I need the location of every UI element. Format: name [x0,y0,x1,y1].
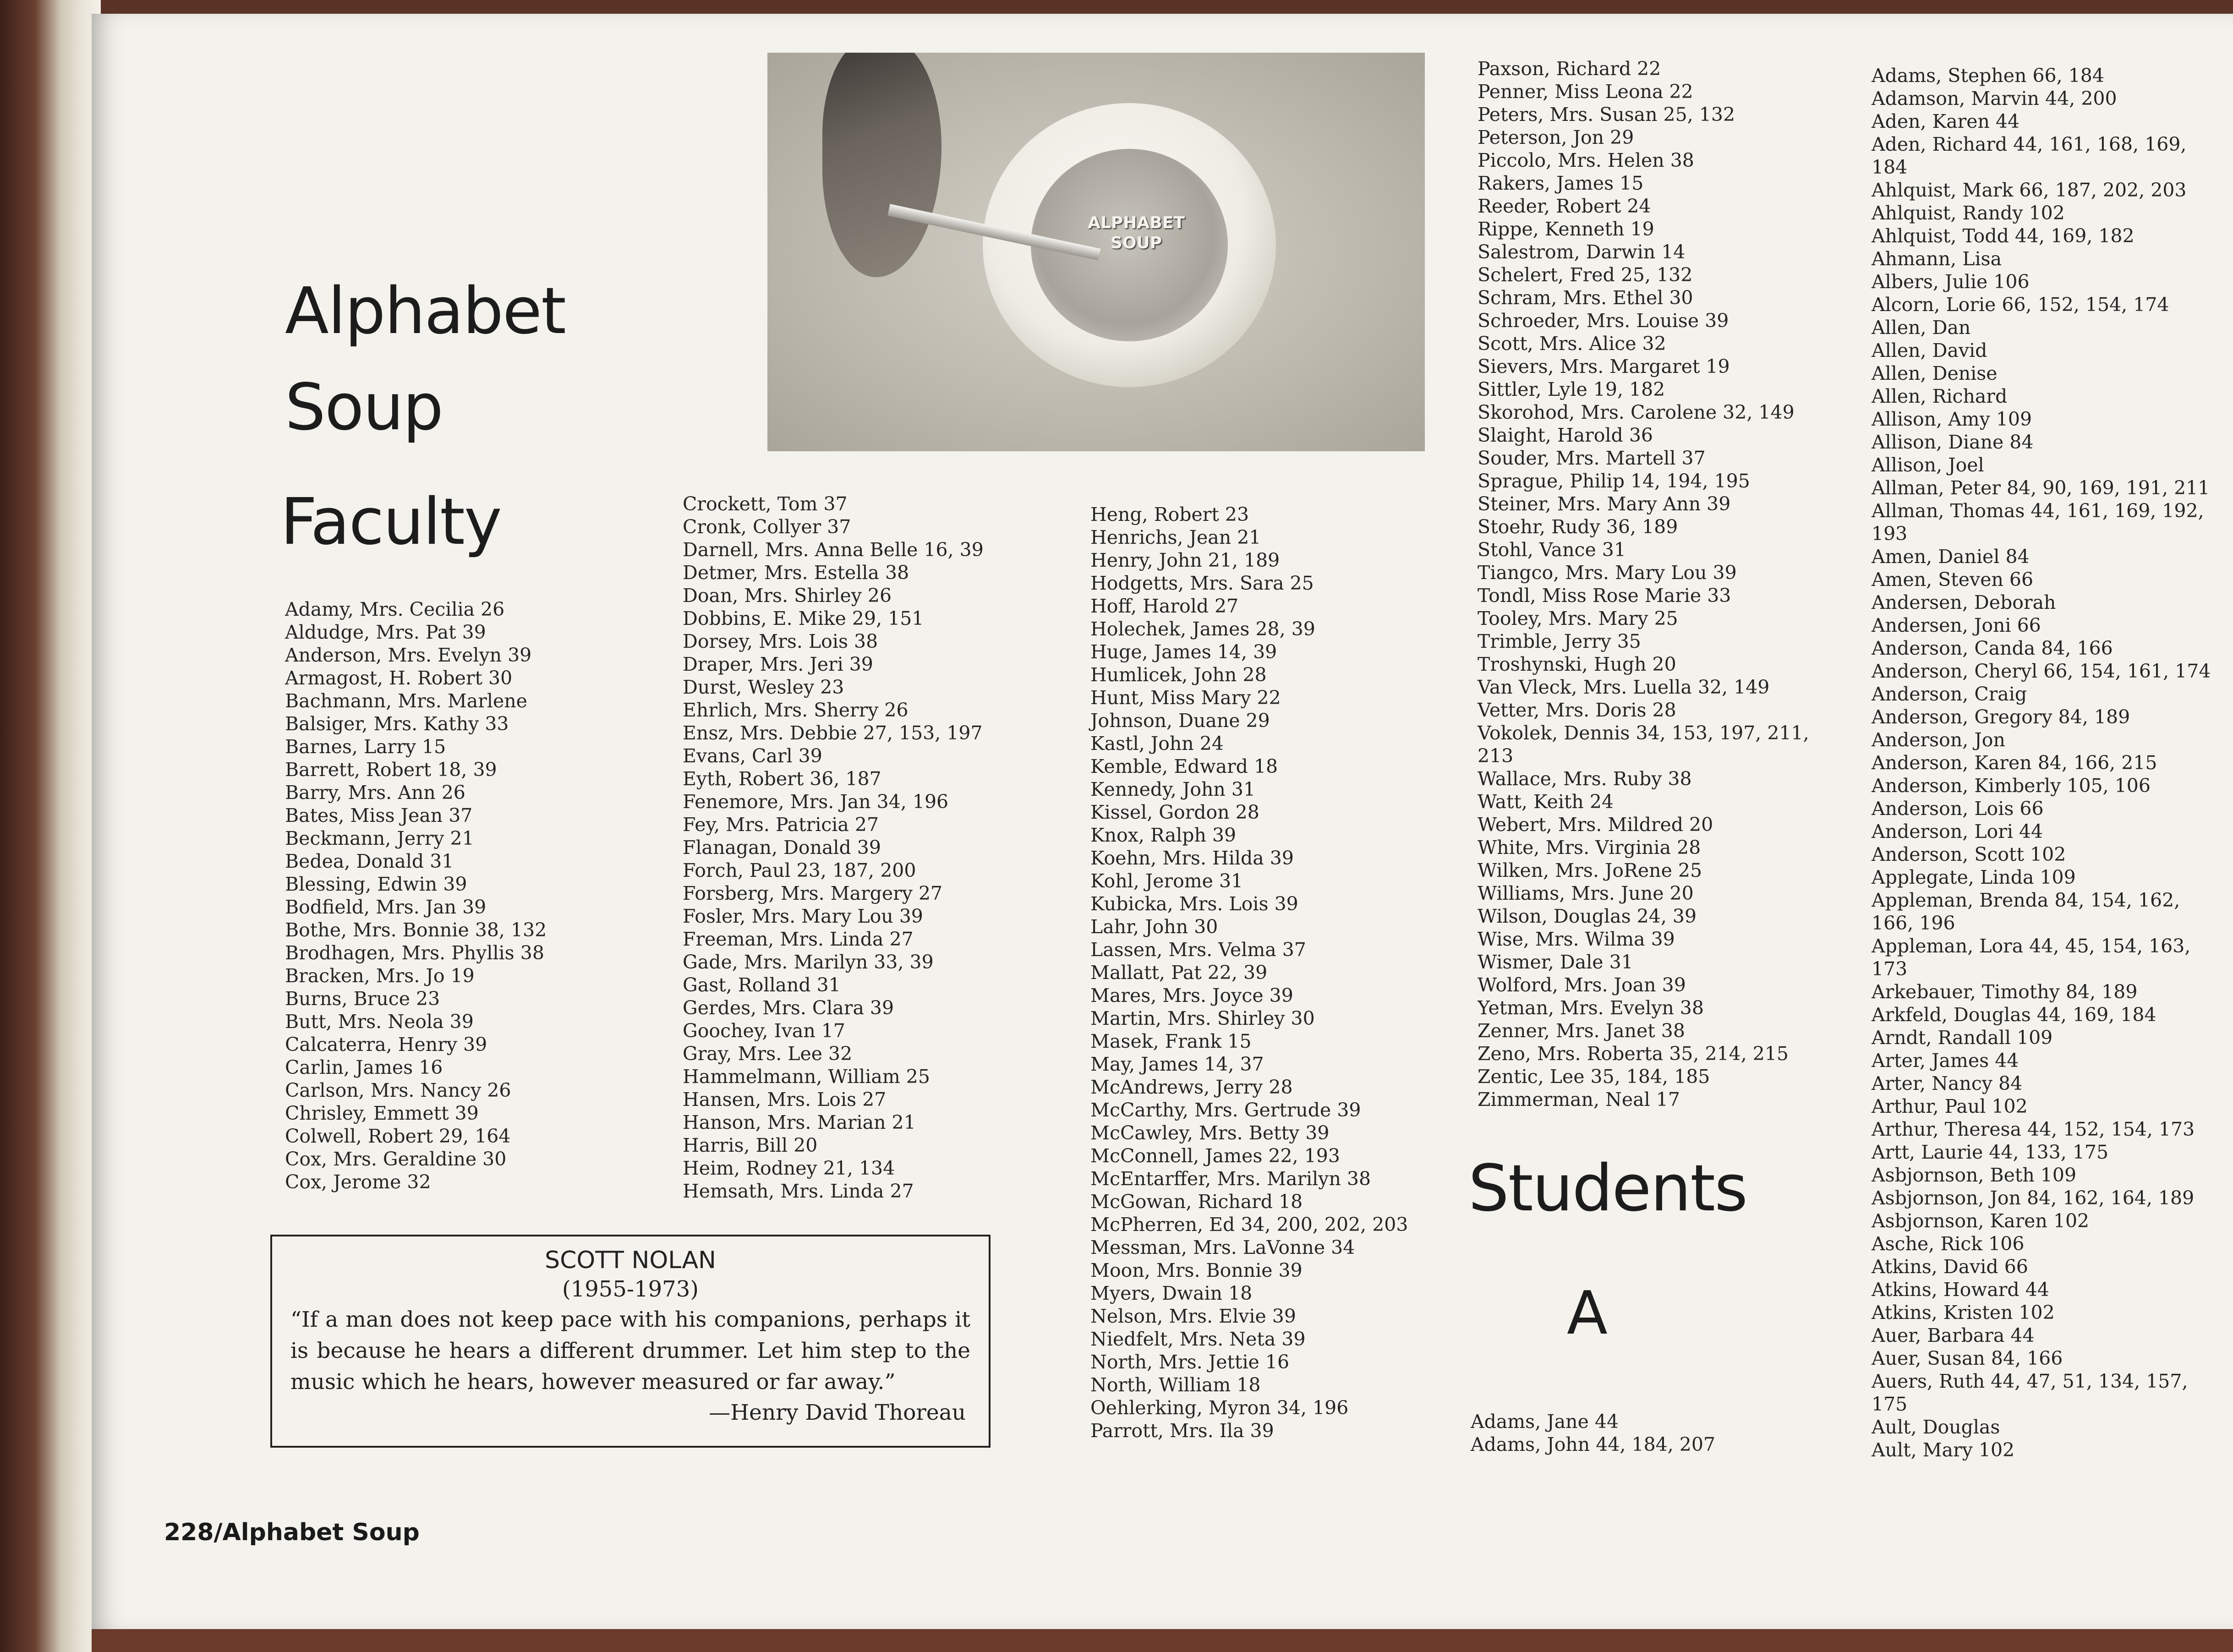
faculty-column-1 [285,598,547,1193]
index-entry: Cox, Mrs. Geraldine 30 [285,1148,507,1170]
index-entry: Allison, Diane 84 [1872,431,2034,453]
index-entry: Barrett, Robert 18, 39 [285,759,497,781]
faculty-column-2 [683,492,984,1203]
index-entry: Bates, Miss Jean 37 [285,804,473,826]
index-entry: McCawley, Mrs. Betty 39 [1090,1122,1330,1144]
index-entry: Piccolo, Mrs. Helen 38 [1478,149,1694,171]
index-entry: Souder, Mrs. Martell 37 [1478,447,1706,469]
index-entry: Anderson, Craig [1872,683,2027,705]
index-entry: Detmer, Mrs. Estella 38 [683,562,909,584]
index-entry: Arndt, Randall 109 [1872,1027,2053,1049]
index-entry: 184 [1872,156,1908,178]
index-entry: Fenemore, Mrs. Jan 34, 196 [683,791,949,813]
index-entry: Kissel, Gordon 28 [1090,801,1259,823]
index-entry: Kemble, Edward 18 [1090,755,1278,777]
index-entry: Colwell, Robert 29, 164 [285,1125,511,1147]
index-entry: Yetman, Mrs. Evelyn 38 [1478,997,1704,1019]
book-binding [0,0,101,1652]
index-entry: Dobbins, E. Mike 29, 151 [683,607,924,629]
index-entry: Allen, Dan [1872,317,1971,339]
index-entry: Webert, Mrs. Mildred 20 [1478,814,1713,836]
soup-bowl-photo [767,53,1425,451]
soup-letters: ALPHABET SOUP [1088,213,1185,252]
index-entry: Schram, Mrs. Ethel 30 [1478,287,1693,309]
index-entry: Freeman, Mrs. Linda 27 [683,928,914,950]
index-entry: Andersen, Joni 66 [1872,614,2041,636]
index-entry: Atkins, Kristen 102 [1872,1302,2055,1324]
index-entry: Anderson, Cheryl 66, 154, 161, 174 [1872,660,2211,682]
index-entry: Kohl, Jerome 31 [1090,870,1243,892]
index-entry: McEntarffer, Mrs. Marilyn 38 [1090,1168,1371,1190]
index-entry: North, William 18 [1090,1374,1261,1396]
index-entry: Allman, Thomas 44, 161, 169, 192, [1872,500,2204,522]
index-entry: McConnell, James 22, 193 [1090,1145,1340,1167]
index-entry: Bothe, Mrs. Bonnie 38, 132 [285,919,547,941]
index-entry: Gerdes, Mrs. Clara 39 [683,997,894,1019]
section-letter-a: A [1567,1278,1608,1348]
index-entry: Asbjornson, Karen 102 [1872,1210,2090,1232]
index-entry: Allen, Denise [1872,362,1998,384]
index-entry: Burns, Bruce 23 [285,988,440,1010]
index-entry: Watt, Keith 24 [1478,791,1614,813]
index-entry: Arkfeld, Douglas 44, 169, 184 [1872,1004,2156,1026]
index-entry: Arter, Nancy 84 [1872,1072,2023,1094]
index-entry: Salestrom, Darwin 14 [1478,241,1686,263]
index-entry: Penner, Miss Leona 22 [1478,81,1693,103]
index-entry: Doan, Mrs. Shirley 26 [683,585,892,607]
index-entry: Allison, Joel [1872,454,1984,476]
index-entry: Arkebauer, Timothy 84, 189 [1872,981,2138,1003]
index-entry: Goochey, Ivan 17 [683,1020,845,1042]
faculty-column-3 [1090,503,1408,1442]
index-entry: Auer, Susan 84, 166 [1872,1347,2063,1369]
index-entry: Bachmann, Mrs. Marlene [285,690,527,712]
index-entry: Adams, Stephen 66, 184 [1872,65,2104,87]
index-entry: Martin, Mrs. Shirley 30 [1090,1007,1315,1029]
students-heading: Students [1468,1151,1747,1226]
index-entry: Sittler, Lyle 19, 182 [1478,378,1665,400]
index-entry: Schelert, Fred 25, 132 [1478,264,1693,286]
index-entry: Zimmerman, Neal 17 [1478,1089,1680,1110]
index-entry: Appleman, Brenda 84, 154, 162, [1872,889,2180,911]
index-entry: Barnes, Larry 15 [285,736,446,758]
index-entry: Crockett, Tom 37 [683,493,848,515]
index-entry: Durst, Wesley 23 [683,676,844,698]
index-entry: Hunt, Miss Mary 22 [1090,687,1281,709]
index-entry: Beckmann, Jerry 21 [285,827,474,849]
index-entry: Tooley, Mrs. Mary 25 [1478,607,1678,629]
index-entry: Fosler, Mrs. Mary Lou 39 [683,905,923,927]
index-entry: Ensz, Mrs. Debbie 27, 153, 197 [683,722,983,744]
index-entry: 213 [1478,745,1514,767]
index-entry: Henrichs, Jean 21 [1090,526,1261,548]
index-entry: 166, 196 [1872,912,1955,934]
index-entry: Kastl, John 24 [1090,733,1224,755]
index-entry: Andersen, Deborah [1872,591,2056,613]
index-entry: Armagost, H. Robert 30 [285,667,513,689]
index-entry: Dorsey, Mrs. Lois 38 [683,630,878,652]
index-entry: Wismer, Dale 31 [1478,951,1633,973]
index-entry: Anderson, Gregory 84, 189 [1872,706,2130,728]
index-entry: Peters, Mrs. Susan 25, 132 [1478,104,1735,126]
index-entry: Steiner, Mrs. Mary Ann 39 [1478,493,1731,515]
index-entry: Anderson, Canda 84, 166 [1872,637,2113,659]
index-entry: Adamy, Mrs. Cecilia 26 [285,598,505,620]
index-entry: 173 [1872,958,1908,980]
index-entry: Eyth, Robert 36, 187 [683,768,881,790]
index-entry: White, Mrs. Virginia 28 [1478,837,1701,859]
index-entry: Heim, Rodney 21, 134 [683,1157,895,1179]
index-entry: Bedea, Donald 31 [285,850,454,872]
index-entry: Lassen, Mrs. Velma 37 [1090,939,1306,961]
index-entry: Holechek, James 28, 39 [1090,618,1315,640]
index-entry: Alcorn, Lorie 66, 152, 154, 174 [1872,294,2169,316]
index-entry: Aden, Richard 44, 161, 168, 169, [1872,133,2187,155]
index-entry: McCarthy, Mrs. Gertrude 39 [1090,1099,1361,1121]
index-entry: Carlson, Mrs. Nancy 26 [285,1079,511,1101]
index-entry: Schroeder, Mrs. Louise 39 [1478,310,1729,332]
index-entry: Rakers, James 15 [1478,172,1644,194]
index-entry: Reeder, Robert 24 [1478,195,1651,217]
index-entry: Allison, Amy 109 [1872,408,2032,430]
index-entry: Paxson, Richard 22 [1478,58,1661,80]
index-entry: Anderson, Kimberly 105, 106 [1872,775,2151,797]
index-entry: Albers, Julie 106 [1872,271,2030,293]
index-entry: Hodgetts, Mrs. Sara 25 [1090,572,1314,594]
index-entry: Vetter, Mrs. Doris 28 [1478,699,1676,721]
index-entry: Mares, Mrs. Joyce 39 [1090,985,1293,1007]
index-entry: Stohl, Vance 31 [1478,539,1626,561]
index-entry: Asbjornson, Beth 109 [1872,1164,2077,1186]
index-entry: Asche, Rick 106 [1872,1233,2025,1255]
index-entry: Allman, Peter 84, 90, 169, 191, 211 [1872,477,2210,499]
index-entry: Ahmann, Lisa [1872,248,2002,270]
index-entry: North, Mrs. Jettie 16 [1090,1351,1290,1373]
students-column-2 [1872,64,2211,1461]
index-entry: Adams, John 44, 184, 207 [1471,1433,1716,1455]
index-entry: Zeno, Mrs. Roberta 35, 214, 215 [1478,1043,1789,1065]
index-entry: May, James 14, 37 [1090,1053,1264,1075]
index-entry: Hemsath, Mrs. Linda 27 [683,1180,914,1202]
index-entry: Cronk, Collyer 37 [683,516,851,538]
index-entry: 193 [1872,523,1908,545]
index-entry: Anderson, Scott 102 [1872,843,2066,865]
index-entry: Atkins, David 66 [1872,1256,2028,1278]
index-entry: Fey, Mrs. Patricia 27 [683,814,879,836]
index-entry: Appleman, Lora 44, 45, 154, 163, [1872,935,2191,957]
index-entry: Scott, Mrs. Alice 32 [1478,333,1666,355]
index-entry: Johnson, Duane 29 [1090,710,1270,732]
index-entry: Ahlquist, Randy 102 [1872,202,2065,224]
index-entry: Zenner, Mrs. Janet 38 [1478,1020,1685,1042]
memorial-name: SCOTT NOLAN [545,1247,716,1274]
index-entry: 175 [1872,1393,1908,1415]
index-entry: Henry, John 21, 189 [1090,549,1280,571]
index-entry: Hoff, Harold 27 [1090,595,1239,617]
index-entry: Cox, Jerome 32 [285,1171,431,1193]
index-entry: Aldudge, Mrs. Pat 39 [285,621,486,643]
index-entry: Barry, Mrs. Ann 26 [285,782,465,804]
index-entry: Kennedy, John 31 [1090,778,1256,800]
index-entry: Brodhagen, Mrs. Phyllis 38 [285,942,544,964]
index-entry: Stoehr, Rudy 36, 189 [1478,516,1678,538]
index-entry: Messman, Mrs. LaVonne 34 [1090,1236,1355,1258]
index-entry: Ahlquist, Mark 66, 187, 202, 203 [1872,179,2187,201]
index-entry: Slaight, Harold 36 [1478,424,1653,446]
heading-soup: Soup [285,370,443,445]
memorial-box [270,1235,991,1448]
index-entry: Ehrlich, Mrs. Sherry 26 [683,699,909,721]
index-entry: Allen, Richard [1872,385,2008,407]
index-entry: Flanagan, Donald 39 [683,837,881,859]
index-entry: Asbjornson, Jon 84, 162, 164, 189 [1872,1187,2195,1209]
index-entry: Calcaterra, Henry 39 [285,1034,487,1056]
index-entry: McAndrews, Jerry 28 [1090,1076,1293,1098]
memorial-author: —Henry David Thoreau [709,1400,966,1425]
index-entry: Hanson, Mrs. Marian 21 [683,1111,916,1133]
page-folio: 228/Alphabet Soup [164,1519,420,1546]
index-entry: Peterson, Jon 29 [1478,126,1634,148]
index-entry: Applegate, Linda 109 [1872,866,2076,888]
memorial-years: (1955-1973) [562,1276,699,1302]
index-entry: Aden, Karen 44 [1872,110,2020,132]
index-entry: Arthur, Theresa 44, 152, 154, 173 [1872,1118,2195,1140]
index-entry: Ault, Douglas [1872,1416,2000,1438]
index-entry: Skorohod, Mrs. Carolene 32, 149 [1478,401,1795,423]
index-entry: Wolford, Mrs. Joan 39 [1478,974,1686,996]
index-entry: Butt, Mrs. Neola 39 [285,1011,474,1033]
index-entry: Arthur, Paul 102 [1872,1095,2028,1117]
index-entry: Bracken, Mrs. Jo 19 [285,965,475,987]
faculty-heading: Faculty [280,485,501,559]
index-entry: Allen, David [1872,339,1987,361]
index-entry: Bodfield, Mrs. Jan 39 [285,896,487,918]
index-entry: Anderson, Jon [1872,729,2005,751]
index-entry: Rippe, Kenneth 19 [1478,218,1654,240]
index-entry: Lahr, John 30 [1090,916,1218,938]
index-entry: Gade, Mrs. Marilyn 33, 39 [683,951,934,973]
index-entry: Sievers, Mrs. Margaret 19 [1478,356,1730,377]
heading-alphabet: Alphabet [285,274,565,349]
index-entry: Adams, Jane 44 [1471,1411,1619,1433]
index-entry: Anderson, Lois 66 [1872,798,2044,820]
memorial-quote: “If a man does not keep pace with his companions, perhaps it is because he hears a different drummer. Let him step to the music which he hears, however measured or far away.” [290,1307,970,1395]
index-entry: Kubicka, Mrs. Lois 39 [1090,893,1298,915]
index-entry: Wilken, Mrs. JoRene 25 [1478,859,1702,881]
index-entry: Blessing, Edwin 39 [285,873,467,895]
hand-image [822,53,941,277]
students-column-1 [1471,1410,1715,1456]
index-entry: Sprague, Philip 14, 194, 195 [1478,470,1750,492]
index-entry: Niedfelt, Mrs. Neta 39 [1090,1328,1306,1350]
index-entry: McPherren, Ed 34, 200, 202, 203 [1090,1214,1408,1236]
index-entry: Auer, Barbara 44 [1872,1324,2035,1346]
index-entry: Chrisley, Emmett 39 [285,1102,479,1124]
index-entry: Myers, Dwain 18 [1090,1282,1253,1304]
index-entry: Tiangco, Mrs. Mary Lou 39 [1478,562,1737,584]
index-entry: Amen, Steven 66 [1872,569,2034,591]
index-entry: Gray, Mrs. Lee 32 [683,1043,853,1065]
index-entry: McGowan, Richard 18 [1090,1191,1303,1213]
index-entry: Gast, Rolland 31 [683,974,841,996]
index-entry: Heng, Robert 23 [1090,503,1249,525]
index-entry: Balsiger, Mrs. Kathy 33 [285,713,509,735]
index-entry: Auers, Ruth 44, 47, 51, 134, 157, [1872,1370,2188,1392]
index-entry: Tondl, Miss Rose Marie 33 [1478,585,1731,607]
index-entry: Koehn, Mrs. Hilda 39 [1090,847,1294,869]
index-entry: Wise, Mrs. Wilma 39 [1478,928,1675,950]
index-entry: Mallatt, Pat 22, 39 [1090,962,1268,984]
index-entry: Trimble, Jerry 35 [1478,630,1641,652]
index-entry: Troshynski, Hugh 20 [1478,653,1676,675]
index-entry: Anderson, Lori 44 [1872,821,2043,842]
faculty-column-4 [1478,57,1809,1111]
index-entry: Anderson, Karen 84, 166, 215 [1872,752,2157,774]
index-entry: Moon, Mrs. Bonnie 39 [1090,1259,1303,1281]
index-entry: Carlin, James 16 [285,1056,443,1078]
index-entry: Amen, Daniel 84 [1872,546,2030,568]
index-entry: Forsberg, Mrs. Margery 27 [683,882,943,904]
index-entry: Masek, Frank 15 [1090,1030,1252,1052]
index-entry: Huge, James 14, 39 [1090,641,1277,663]
index-entry: Oehlerking, Myron 34, 196 [1090,1397,1349,1419]
index-entry: Anderson, Mrs. Evelyn 39 [285,644,532,666]
index-entry: Wilson, Douglas 24, 39 [1478,905,1697,927]
index-entry: Adamson, Marvin 44, 200 [1872,88,2117,109]
index-entry: Draper, Mrs. Jeri 39 [683,653,873,675]
index-entry: Evans, Carl 39 [683,745,822,767]
index-entry: Nelson, Mrs. Elvie 39 [1090,1305,1296,1327]
index-entry: Ault, Mary 102 [1872,1439,2015,1461]
index-entry: Williams, Mrs. June 20 [1478,882,1694,904]
index-entry: Darnell, Mrs. Anna Belle 16, 39 [683,539,984,561]
index-entry: Arter, James 44 [1872,1050,2019,1072]
index-entry: Atkins, Howard 44 [1872,1279,2049,1301]
index-entry: Wallace, Mrs. Ruby 38 [1478,768,1692,790]
index-entry: Vokolek, Dennis 34, 153, 197, 211, [1478,722,1809,744]
index-entry: Artt, Laurie 44, 133, 175 [1872,1141,2109,1163]
book-cover-edge [92,1629,2233,1652]
index-entry: Parrott, Mrs. Ila 39 [1090,1420,1274,1442]
index-entry: Humlicek, John 28 [1090,664,1267,686]
index-entry: Van Vleck, Mrs. Luella 32, 149 [1478,676,1770,698]
index-entry: Hansen, Mrs. Lois 27 [683,1089,887,1110]
index-entry: Hammelmann, William 25 [683,1066,930,1088]
index-entry: Harris, Bill 20 [683,1134,818,1156]
index-entry: Zentic, Lee 35, 184, 185 [1478,1066,1710,1088]
index-entry: Forch, Paul 23, 187, 200 [683,859,916,881]
index-entry: Knox, Ralph 39 [1090,824,1237,846]
index-entry: Ahlquist, Todd 44, 169, 182 [1872,225,2134,247]
